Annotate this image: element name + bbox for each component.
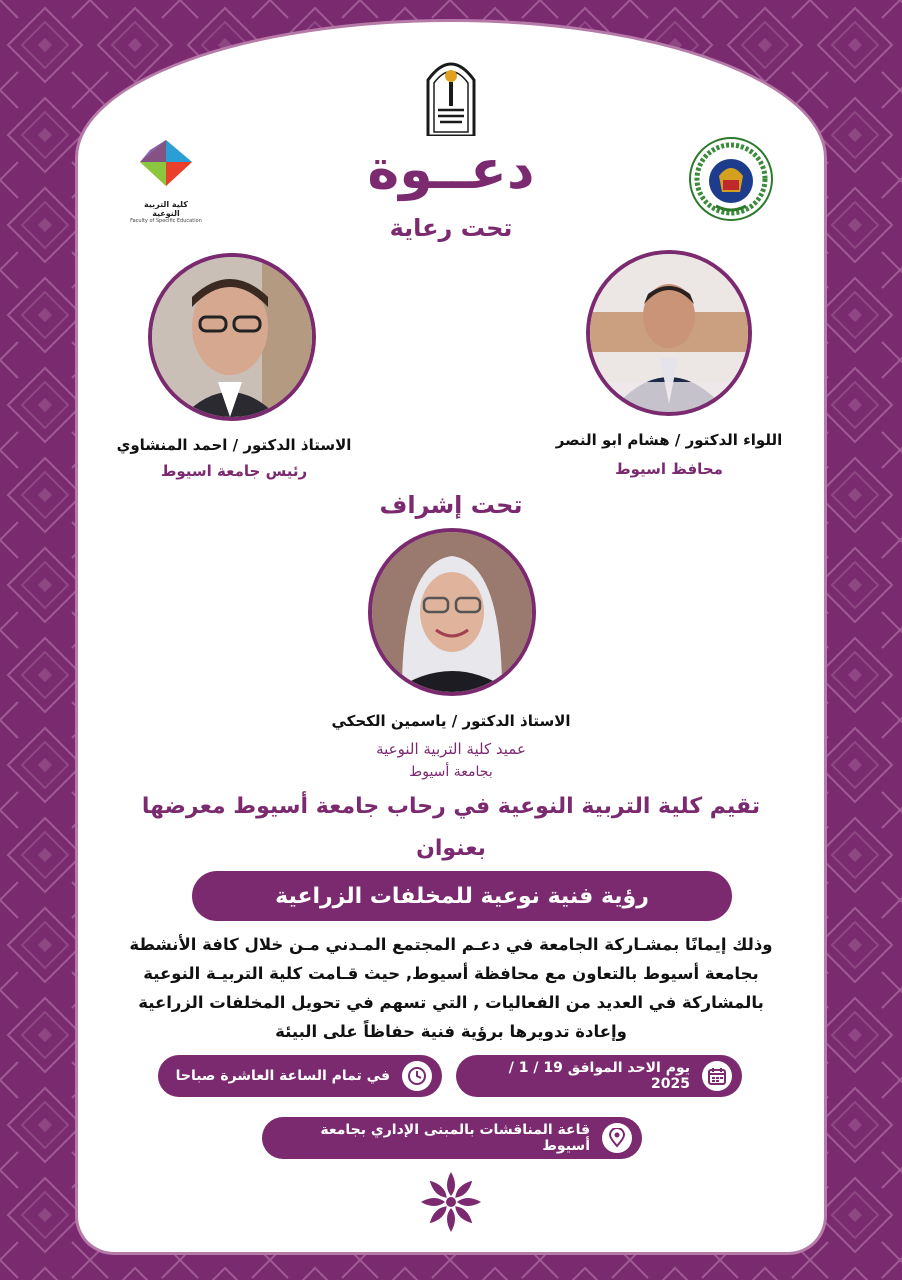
- exhibition-title: رؤية فنية نوعية للمخلفات الزراعية: [275, 883, 649, 909]
- description-line: وذلك إيمانًا بمشـاركة الجامعة في دعـم المجتمع المـدني مـن خلال كافة الأنشطة: [129, 935, 773, 954]
- description: [128, 930, 774, 1046]
- president-name: الاستاذ الدكتور / احمد المنشاوي: [116, 436, 352, 454]
- announcement-line1: تقيم كلية التربية النوعية في رحاب جامعة أسيوط معرضها: [141, 794, 761, 819]
- location-text: قاعة المناقشات بالمبنى الإداري بجامعة أسيوط: [320, 1122, 590, 1154]
- time-text: في تمام الساعة العاشرة صباحا: [175, 1068, 390, 1084]
- college-logo-text-ar: كلية التربية النوعية: [144, 200, 188, 218]
- flower-ornament-icon: [417, 1168, 485, 1236]
- governor-photo: [586, 250, 752, 416]
- dean-name: الاستاذ الدكتور / ياسمين الكحكي: [331, 712, 571, 730]
- president-role: رئيس جامعة اسيوط: [160, 462, 308, 480]
- patronage-heading: تحت رعاية: [389, 214, 513, 242]
- invitation-card: [84, 28, 818, 1246]
- exhibition-title-banner: [192, 871, 732, 921]
- college-logo-text-en: Faculty of Specific Education: [130, 218, 202, 224]
- location-pin-icon: [602, 1123, 632, 1153]
- time-pill: [158, 1055, 442, 1097]
- dean-role-line1: عميد كلية التربية النوعية: [376, 740, 526, 758]
- location-pill: [262, 1117, 642, 1159]
- dean-role-line2: بجامعة أسيوط: [409, 764, 493, 780]
- description-line: بجامعة أسيوط بالتعاون مع محافظة أسيوط, حيث قـامت كلية التربيـة النوعية: [143, 964, 759, 983]
- dean-portrait: [372, 532, 532, 692]
- calendar-icon: [702, 1061, 732, 1091]
- clock-icon: [402, 1061, 432, 1091]
- governor-role: محافظ اسيوط: [615, 460, 723, 478]
- supervision-heading: تحت إشراف: [379, 491, 523, 519]
- date-pill: [456, 1055, 742, 1097]
- announcement-line2: بعنوان: [416, 836, 486, 861]
- university-logo: [424, 52, 478, 136]
- description-line: وإعادة تدويرها برؤية فنية حفاظاً على البيئة: [275, 1022, 627, 1041]
- governor-portrait: [590, 254, 748, 412]
- invitation-title: دعــوة: [367, 138, 535, 201]
- dean-photo: [368, 528, 536, 696]
- description-line: بالمشاركة في العديد من الفعاليات , التي تسهم في تحويل المخلفات الزراعية: [138, 993, 764, 1012]
- date-text: يوم الاحد الموافق 19 / 1 / 2025: [508, 1060, 690, 1092]
- governor-name: اللواء الدكتور / هشام ابو النصر: [555, 431, 783, 449]
- president-photo: [148, 253, 316, 421]
- president-portrait: [152, 257, 312, 417]
